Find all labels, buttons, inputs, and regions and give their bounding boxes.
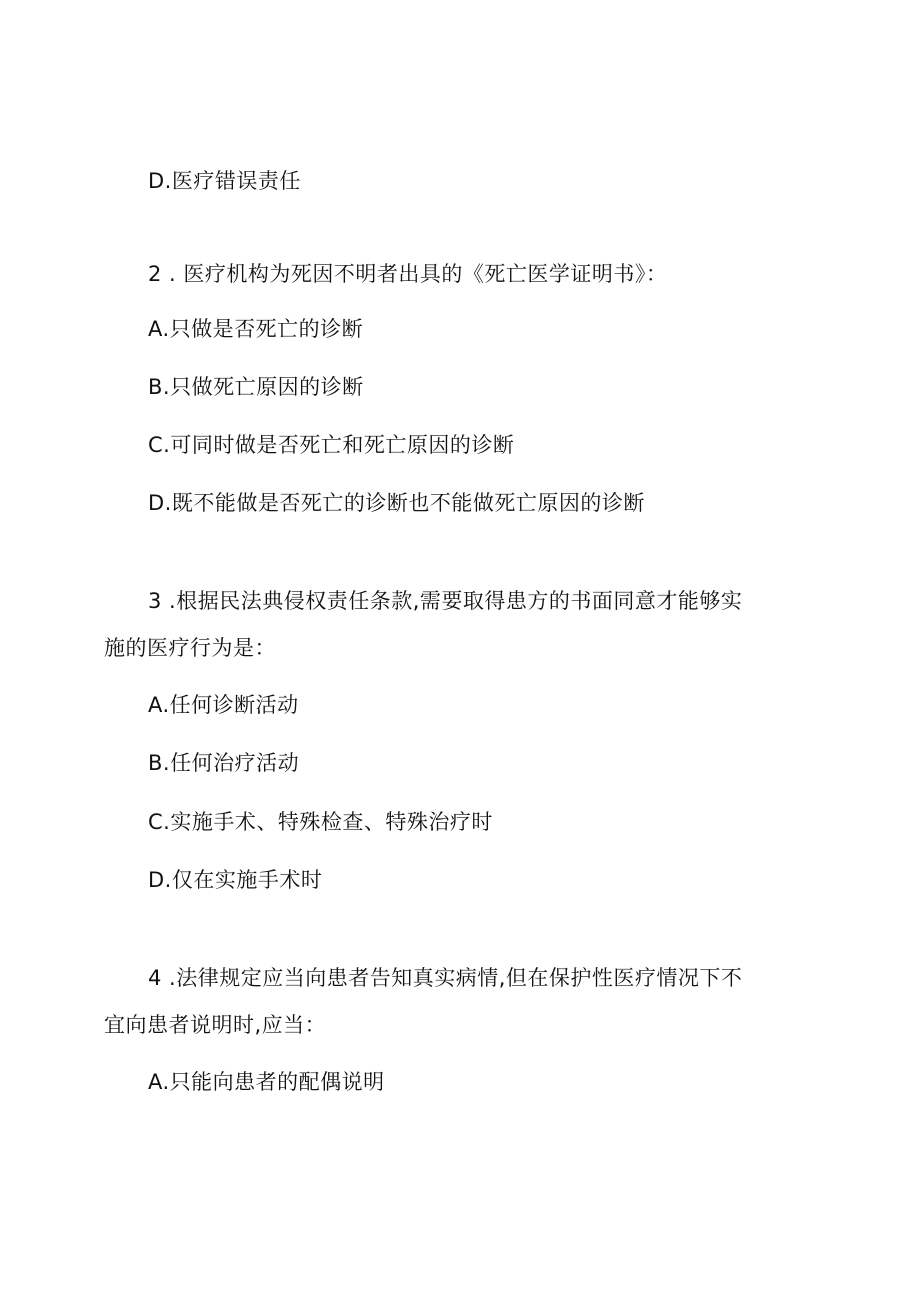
- question-3-option-c: C.实施手术、特殊检查、特殊治疗时: [148, 810, 493, 834]
- question-4-stem-line1: 4 .法律规定应当向患者告知真实病情,但在保护性医疗情况下不: [148, 966, 743, 990]
- question-3-option-a: A.任何诊断活动: [148, 693, 299, 717]
- question-2-option-b: B.只做死亡原因的诊断: [148, 375, 364, 399]
- question-3-option-d: D.仅在实施手术时: [148, 868, 323, 892]
- question-2-stem: 2 . 医疗机构为死因不明者出具的《死亡医学证明书》：: [148, 262, 668, 286]
- question-2-option-c: C.可同时做是否死亡和死亡原因的诊断: [148, 433, 515, 457]
- question-3-stem-line2: 施的医疗行为是：: [104, 636, 276, 660]
- question-4-stem-line2: 宜向患者说明时,应当：: [104, 1013, 327, 1037]
- prev-question-option-d: D.医疗错误责任: [148, 169, 301, 193]
- question-4-option-a: A.只能向患者的配偶说明: [148, 1070, 385, 1094]
- question-2-option-a: A.只做是否死亡的诊断: [148, 317, 364, 341]
- question-3-option-b: B.任何治疗活动: [148, 751, 300, 775]
- question-2-option-d: D.既不能做是否死亡的诊断也不能做死亡原因的诊断: [148, 491, 645, 515]
- question-3-stem-line1: 3 .根据民法典侵权责任条款,需要取得患方的书面同意才能够实: [148, 589, 743, 613]
